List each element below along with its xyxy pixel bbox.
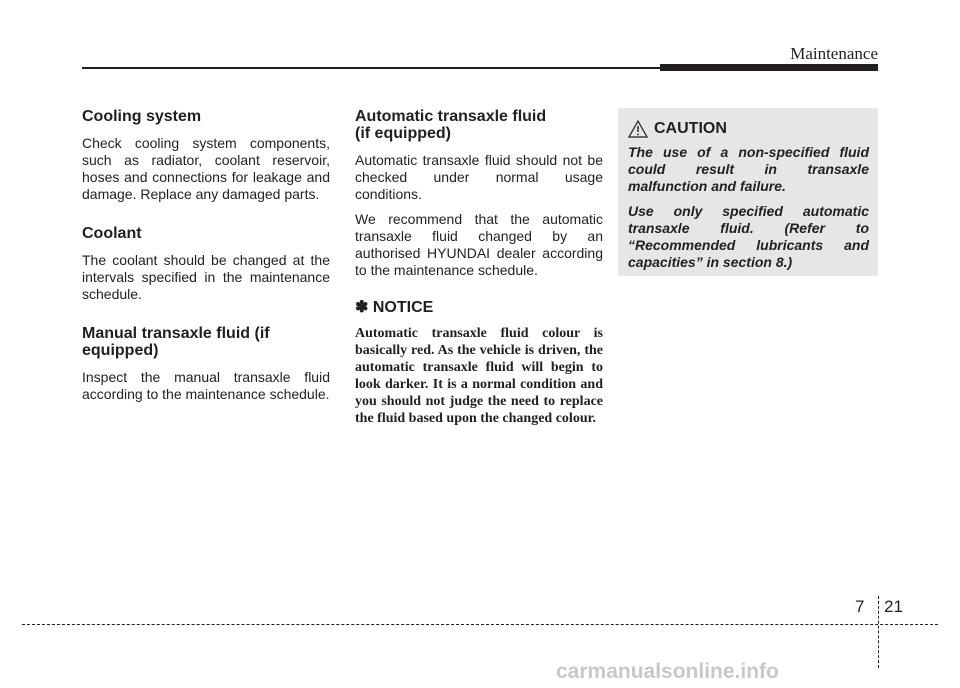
section-coolant xyxy=(82,225,330,303)
footer-dashed-rule xyxy=(22,624,938,625)
section-body: The coolant should be changed at the intervals specified in the maintenance schedule. xyxy=(82,252,330,302)
header-rule-thick xyxy=(660,64,878,71)
section-heading: Coolant xyxy=(82,225,142,242)
section-body: Check cooling system components, such as radiator, coolant reservoir, hoses and connections for leakage and damage. Replace any damaged parts. xyxy=(82,135,330,202)
middle-column xyxy=(355,108,603,427)
caution-header xyxy=(628,120,869,138)
caution-paragraph: The use of a non-specified fluid could result in transaxle malfunction and failure. xyxy=(628,144,869,194)
caution-title: CAUTION xyxy=(654,120,727,137)
paragraph: Automatic transaxle fluid should not be checked under normal usage conditions. xyxy=(355,152,603,202)
watermark: carmanualsonline.info xyxy=(556,660,779,683)
warning-triangle-icon xyxy=(628,120,648,138)
caution-paragraph: Use only specified automatic transaxle fluid. (Refer to “Recommended lubricants and capacities” in section 8.) xyxy=(628,203,869,270)
chapter-number: 7 xyxy=(855,597,865,616)
caution-box xyxy=(618,108,878,276)
header-rule-thin xyxy=(82,67,662,69)
footer-vertical-divider xyxy=(878,596,879,668)
section-manual-transaxle xyxy=(82,325,330,403)
paragraph: We recommend that the automatic transaxle fluid changed by an authorised HYUNDAI dealer according to the maintenance schedule. xyxy=(355,211,603,278)
notice-text: Automatic transaxle fluid colour is basically red. As the vehicle is driven, the automatic transaxle fluid will begin to look darker. It is a normal condition and you should not judge the need to replace the fluid based upon the changed colour. xyxy=(355,326,603,426)
section-heading: Cooling system xyxy=(82,108,202,125)
section-body: Inspect the manual transaxle fluid according to the maintenance schedule. xyxy=(82,369,330,402)
notice-title: ✽ NOTICE xyxy=(355,299,434,316)
section-heading: Automatic transaxle fluid (if equipped) xyxy=(355,108,547,142)
section-cooling-system xyxy=(82,108,330,203)
section-heading: Manual transaxle fluid (if equipped) xyxy=(82,325,270,359)
left-column xyxy=(82,108,330,425)
page-number: 21 xyxy=(884,597,903,616)
page-header-title: Maintenance xyxy=(790,44,878,63)
